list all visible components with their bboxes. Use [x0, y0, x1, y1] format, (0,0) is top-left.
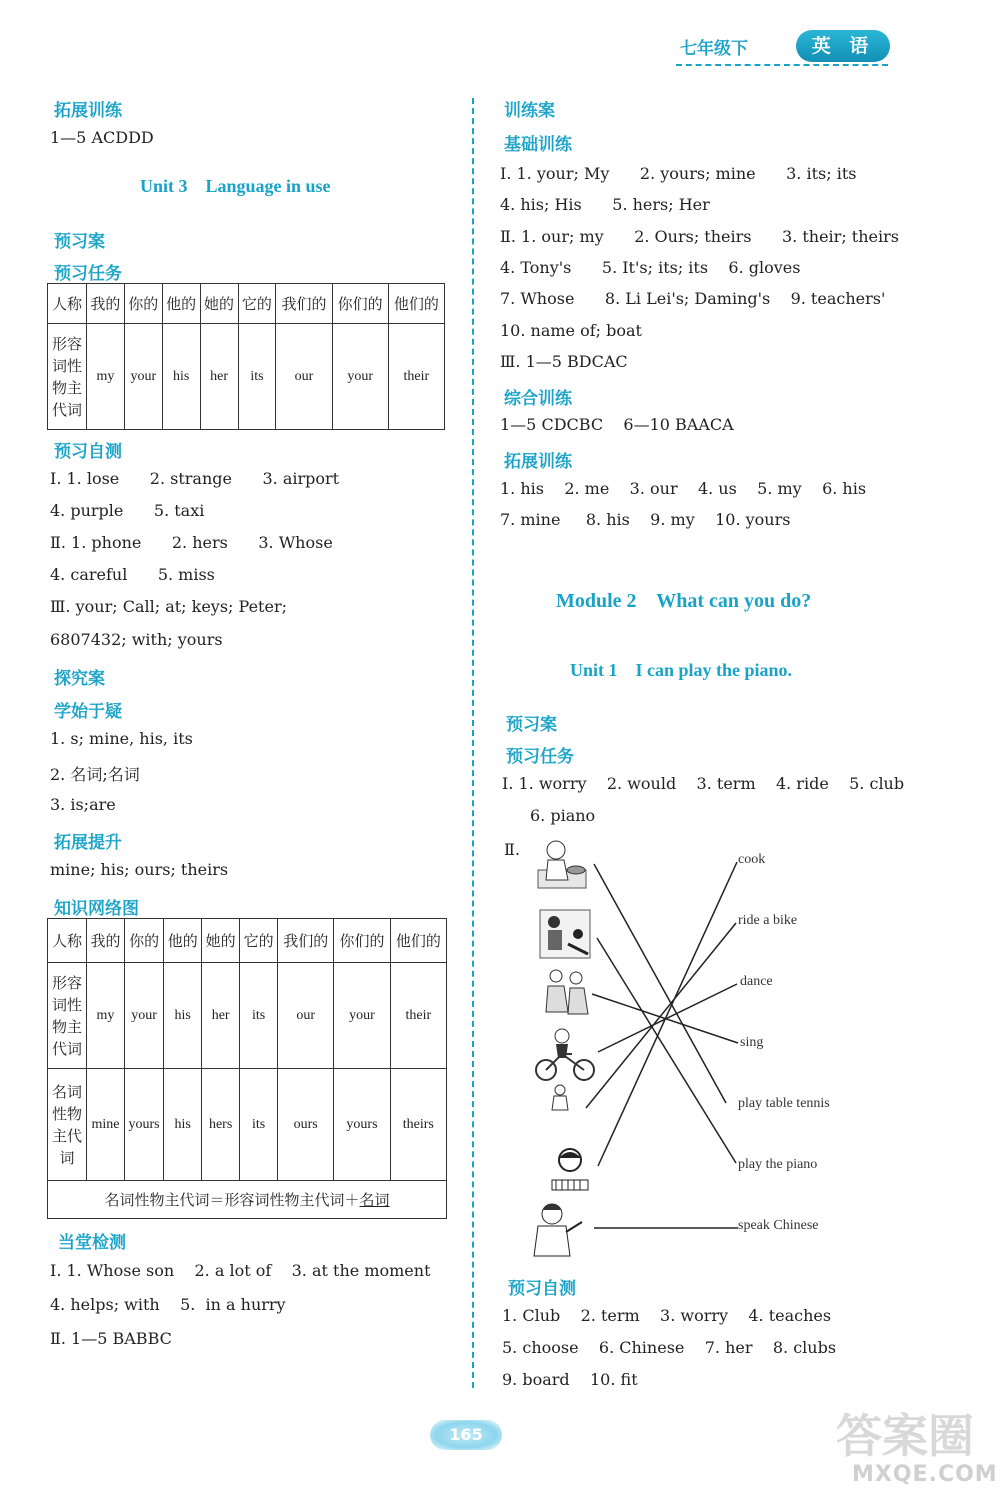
section-heading-jichu: 基础训练 [504, 135, 572, 155]
row-header-person: 人称 [48, 919, 87, 963]
table-cell: 他的 [162, 284, 200, 324]
section-heading-tanjiu: 探究案 [54, 669, 105, 689]
table-cell: theirs [390, 1069, 446, 1181]
answer-line: 4. his; His 5. hers; Her [500, 195, 710, 214]
answer-line: 1—5 CDCBC 6—10 BAACA [500, 415, 734, 434]
answer-line: Ⅱ. 1—5 BABBC [50, 1329, 172, 1348]
table-cell: her [202, 963, 240, 1069]
table-cell: 你的 [124, 919, 163, 963]
answer-line: 6. piano [530, 806, 596, 825]
answer-line: Ⅰ. 1. lose 2. strange 3. airport [50, 469, 340, 488]
grade-label: 七年级下 [680, 39, 748, 59]
answer-line: 6807432; with; yours [50, 630, 223, 649]
unit-title: Unit 3 Language in use [140, 176, 331, 196]
section-heading-yuxi-renwu: 预习任务 [54, 264, 122, 284]
table-cell: their [390, 963, 446, 1069]
row-header-text: 名词性物主代词 [51, 1082, 82, 1167]
answer-line: 4. careful 5. miss [50, 565, 215, 584]
answer-line: 7. mine 8. his 9. my 10. yours [500, 510, 791, 529]
match-label: play the piano [738, 1157, 818, 1172]
answer-line: Ⅱ. 1. phone 2. hers 3. Whose [50, 533, 333, 552]
match-label: ride a bike [738, 913, 798, 928]
row-header-text: 形容词性物主代词 [51, 973, 82, 1058]
section-heading-zhishi: 知识网络图 [54, 899, 139, 919]
match-label: sing [740, 1035, 764, 1050]
row-header-person: 人称 [48, 284, 87, 324]
section-heading-tuozhan-tisheng: 拓展提升 [54, 833, 122, 853]
table-cell: its [240, 1069, 278, 1181]
answer-line: 1. his 2. me 3. our 4. us 5. my 6. his [500, 479, 867, 498]
watermark-url: MXQE.COM [852, 1462, 998, 1487]
table-cell: our [276, 324, 332, 430]
section-heading-tuozhan: 拓展训练 [54, 101, 122, 121]
answer-line: Ⅲ. 1—5 BDCAC [500, 352, 628, 371]
answer-line: Ⅰ. 1. your; My 2. yours; mine 3. its; its [500, 164, 857, 183]
table-cell: 他的 [164, 919, 202, 963]
section-heading-yuxi-zice-2: 预习自测 [508, 1279, 576, 1299]
table-cell: 我们的 [276, 284, 332, 324]
table-cell: yours [334, 1069, 390, 1181]
table-cell: 她的 [200, 284, 238, 324]
answer-line: 4. Tony's 5. It's; its; its 6. gloves [500, 258, 801, 277]
answer-line: 9. board 10. fit [502, 1370, 638, 1389]
table-cell: his [164, 1069, 202, 1181]
table-cell: 我的 [87, 919, 125, 963]
table-cell: 我们的 [278, 919, 334, 963]
section-heading-tuozhan-2: 拓展训练 [504, 452, 572, 472]
answer-line: 4. helps; with 5. in a hurry [50, 1295, 286, 1314]
section-heading-dangtang: 当堂检测 [58, 1233, 126, 1253]
formula-text: 名词性物主代词＝形容词性物主代词＋ [104, 1191, 360, 1209]
table-cell: ours [278, 1069, 334, 1181]
row-header-text: 形容词性物主代词 [51, 334, 82, 419]
table-cell: 你们的 [334, 919, 390, 963]
table-cell: my [87, 963, 125, 1069]
subject-badge: 英 语 [796, 30, 890, 62]
table-cell: 他们的 [390, 919, 446, 963]
match-label: dance [740, 974, 773, 989]
answer-line: 3. is;are [50, 795, 116, 814]
section-heading-xunlian-an: 训练案 [504, 101, 555, 121]
table-cell: yours [124, 1069, 163, 1181]
page-number: 165 [430, 1420, 502, 1450]
answer-line: 10. name of; boat [500, 321, 642, 340]
table-cell: 他们的 [388, 284, 444, 324]
watermark-logo: 答案圈 [836, 1409, 974, 1463]
answer-line: 5. choose 6. Chinese 7. her 8. clubs [502, 1338, 837, 1357]
match-label: play table tennis [738, 1096, 830, 1111]
answer-line: 1. Club 2. term 3. worry 4. teaches [502, 1306, 832, 1325]
table-cell: his [162, 324, 200, 430]
table-cell: your [334, 963, 390, 1069]
match-label: speak Chinese [738, 1218, 819, 1233]
section-heading-yuxi-renwu-2: 预习任务 [506, 747, 574, 767]
table-cell: its [240, 963, 278, 1069]
table-cell: 它的 [240, 919, 278, 963]
table-cell: its [238, 324, 276, 430]
table-cell: hers [202, 1069, 240, 1181]
table-cell: our [278, 963, 334, 1069]
answer-line: Ⅰ. 1. worry 2. would 3. term 4. ride 5. club [502, 774, 905, 793]
section-heading-yuxi-an: 预习案 [54, 232, 105, 252]
table-cell: their [388, 324, 444, 430]
table-cell: 它的 [238, 284, 276, 324]
table-cell: her [200, 324, 238, 430]
unit-title-2: Unit 1 I can play the piano. [570, 660, 793, 680]
section-heading-zonghe: 综合训练 [504, 389, 572, 409]
match-label: cook [738, 852, 766, 867]
table-cell: my [87, 324, 125, 430]
answer-line: 2. 名词;名词 [50, 765, 140, 784]
answer-line: Ⅱ. [504, 840, 520, 859]
table-cell: mine [87, 1069, 125, 1181]
answer-line: 7. Whose 8. Li Lei's; Daming's 9. teachers' [500, 289, 886, 308]
table-cell: his [164, 963, 202, 1069]
table-cell: your [124, 963, 163, 1069]
module-title: Module 2 What can you do? [556, 590, 812, 612]
answer-line: 4. purple 5. taxi [50, 501, 205, 520]
section-heading-yuxi-zice: 预习自测 [54, 442, 122, 462]
answer-line: Ⅱ. 1. our; my 2. Ours; theirs 3. their; theirs [500, 227, 899, 246]
answer-line: 1. s; mine, his, its [50, 729, 193, 748]
answer-line: Ⅲ. your; Call; at; keys; Peter; [50, 597, 287, 616]
table-cell: 我的 [87, 284, 125, 324]
table-cell: your [332, 324, 388, 430]
answer-line: 1—5 ACDDD [50, 128, 154, 147]
section-heading-yuxi-an-2: 预习案 [506, 715, 557, 735]
answer-line: mine; his; ours; theirs [50, 860, 229, 879]
table-cell: 你们的 [332, 284, 388, 324]
answer-line: Ⅰ. 1. Whose son 2. a lot of 3. at the moment [50, 1261, 431, 1280]
table-cell: 她的 [202, 919, 240, 963]
formula-noun: 名词 [359, 1191, 390, 1209]
table-cell: your [124, 324, 162, 430]
section-heading-xueshi: 学始于疑 [54, 702, 122, 722]
table-cell: 你的 [124, 284, 162, 324]
